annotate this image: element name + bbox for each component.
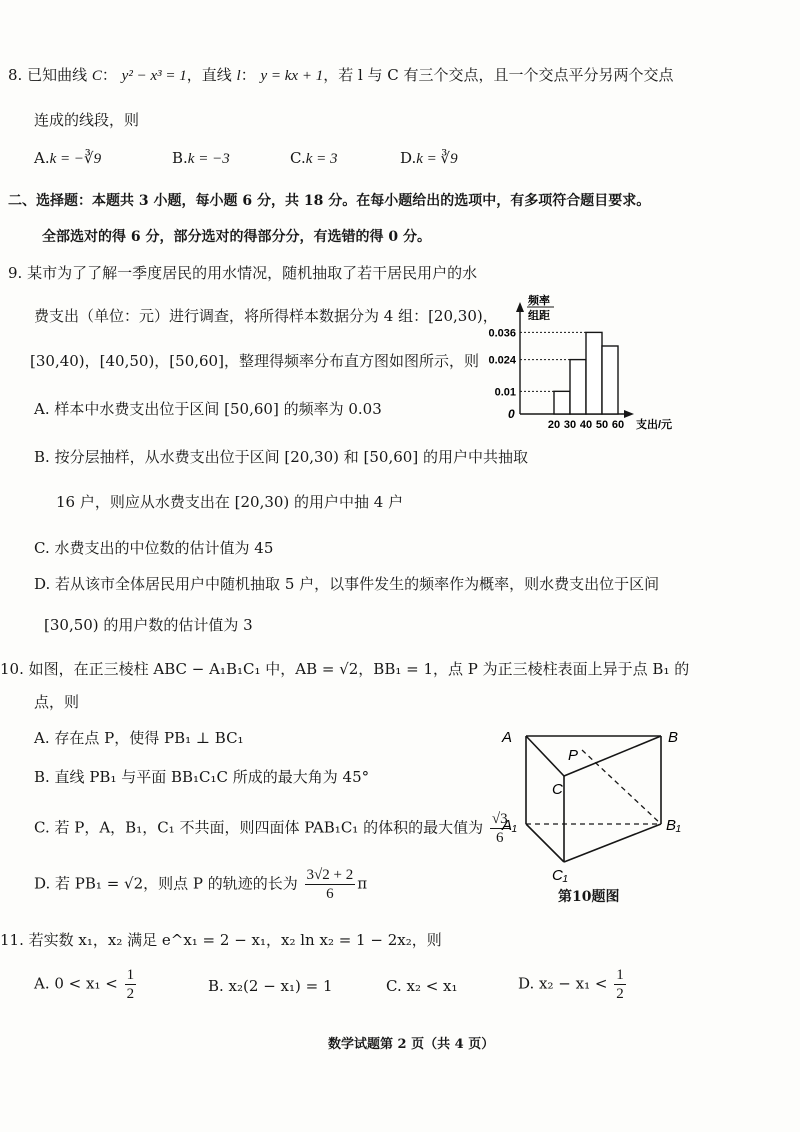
hist-ytick-label: 0.024 (488, 354, 516, 367)
q10-option-c: C. 若 P，A，B₁，C₁ 不共面，则四面体 PAB₁C₁ 的体积的最大值为 $\frac{√3}{6}$ (34, 811, 508, 846)
q9-stem-line1: 9. 某市为了了解一季度居民的用水情况，随机抽取了若干居民用户的水 (8, 264, 478, 282)
q9-stem-line3: [30,40)，[40,50)，[50,60]，整理得频率分布直方图如图所示，则 (30, 352, 479, 370)
q9-stem-line2: 费支出（单位：元）进行调查，将所得样本数据分为 4 组：[20,30)， (34, 307, 498, 325)
q9-option-a: A. 样本中水费支出位于区间 [50,60] 的频率为 0.03 (34, 400, 382, 418)
hist-bar-[40,50) (586, 332, 602, 414)
q9-option-d-cont: [30,50) 的用户数的估计值为 3 (44, 616, 253, 634)
q10-stem-line2: 点，则 (34, 693, 80, 711)
q11-option-a: A. 0 < x₁ < $\frac{1}{2}$ (34, 967, 135, 1002)
edge-AC (526, 736, 564, 776)
q8-stem-line1: 8. 已知曲线 C： y² − x³ = 1，直线 l： y = kx + 1，若 l 与 C 有三个交点，且一个交点平分另两个交点 (8, 66, 674, 84)
frequency-histogram (478, 290, 698, 440)
hist-ylabel-bottom: 组距 (528, 310, 550, 322)
q8-curve-name: C (91, 68, 102, 84)
edge-A1C1 (526, 824, 564, 862)
hist-ytick-label: 0.01 (494, 386, 516, 399)
edge-C1B1 (564, 824, 661, 862)
q8-option-b: B.k = −3 (172, 149, 230, 167)
hist-ylabel-top: 频率 (528, 295, 550, 307)
hist-xlabel: 支出/元 (636, 419, 673, 431)
q8-curve-equation: y² − x³ = 1 (121, 68, 187, 84)
q8-line-name: l (236, 68, 241, 84)
q8-line-equation: y = kx + 1 (260, 68, 324, 84)
edge-CB (564, 736, 661, 776)
q11-option-c: C. x₂ < x₁ (386, 977, 458, 995)
vertex-label-A: A (502, 729, 513, 746)
page-footer: 数学试题第 2 页（共 4 页） (328, 1037, 495, 1052)
hist-xtick-label: 20 (547, 419, 561, 431)
section2-heading: 二、选择题：本题共 3 小题，每小题 6 分，共 18 分。在每小题给出的选项中，有多项符合题目要求。 (8, 193, 651, 209)
q11-option-d-fraction: $\frac{1}{2}$ (616, 967, 624, 1002)
prism-figure (496, 724, 696, 894)
hist-xtick-label: 50 (595, 419, 609, 431)
hist-bar-[30,40) (570, 360, 586, 414)
hist-xtick-label: 60 (611, 419, 625, 431)
q10-option-b: B. 直线 PB₁ 与平面 BB₁C₁C 所成的最大角为 45° (34, 768, 370, 786)
q8-option-d: D.k = ∛9 (400, 149, 458, 167)
q11-option-b: B. x₂(2 − x₁) = 1 (208, 977, 333, 995)
hist-bar-[20,30) (554, 391, 570, 414)
vertex-label-B: B (668, 729, 679, 746)
vertex-label-C1: C₁ (552, 867, 568, 884)
vertex-label-C: C (552, 781, 563, 798)
q10-option-d-fraction: $\frac{3√2 + 2}{6}$ (306, 867, 354, 902)
section2-scoring: 全部选对的得 6 分，部分选对的得部分分，有选错的得 0 分。 (42, 229, 431, 245)
hist-ytick-label: 0.036 (488, 327, 516, 340)
q9-option-c: C. 水费支出的中位数的估计值为 45 (34, 539, 274, 557)
hist-bar-[50,60] (602, 346, 618, 414)
q8-condition: ，若 l 与 C 有三个交点，且一个交点平分另两个交点 (323, 66, 674, 84)
figure-caption: 第10题图 (558, 889, 620, 905)
hist-origin-label: 0 (508, 407, 515, 421)
q11-option-a-fraction: $\frac{1}{2}$ (126, 967, 135, 1002)
vertex-label-B1: B₁ (666, 817, 681, 834)
q9-option-b-cont: 16 户，则应从水费支出在 [20,30) 的用户中抽 4 户 (56, 493, 404, 511)
q8-option-a: A.k = −∛9 (34, 149, 102, 167)
q10-option-a: A. 存在点 P，使得 PB₁ ⊥ BC₁ (34, 729, 244, 747)
q10-option-c-fraction: $\frac{√3}{6}$ (491, 811, 508, 846)
point-label-P: P (568, 747, 579, 764)
vertex-label-A1: A₁ (502, 817, 517, 834)
hist-xtick-label: 30 (563, 419, 577, 431)
hist-xtick-label: 40 (579, 419, 593, 431)
q10-option-d: D. 若 PB₁ = √2，则点 P 的轨迹的长为 $\frac{3√2 + 2}{6}$ π (34, 867, 368, 902)
q8-option-c: C.k = 3 (290, 149, 338, 167)
q11-stem: 11. 若实数 x₁，x₂ 满足 e^x₁ = 2 − x₁，x₂ ln x₂ = 1 − 2x₂，则 (0, 931, 442, 949)
q8-stem-line2: 连成的线段，则 (34, 111, 140, 129)
segment-PB1-hidden (582, 750, 661, 824)
hist-x-arrow (624, 410, 634, 418)
hist-y-arrow (516, 302, 524, 312)
q9-option-d: D. 若从该市全体居民用户中随机抽取 5 户，以事件发生的频率作为概率，则水费支出位于区间 (34, 575, 660, 593)
q9-option-b: B. 按分层抽样，从水费支出位于区间 [20,30) 和 [50,60] 的用户中共抽取 (34, 448, 528, 466)
q10-stem-line1: 10. 如图，在正三棱柱 ABC − A₁B₁C₁ 中，AB = √2，BB₁ = 1，点 P 为正三棱柱表面上异于点 B₁ 的 (0, 660, 690, 678)
q11-option-d: D. x₂ − x₁ < $\frac{1}{2}$ (518, 967, 624, 1002)
